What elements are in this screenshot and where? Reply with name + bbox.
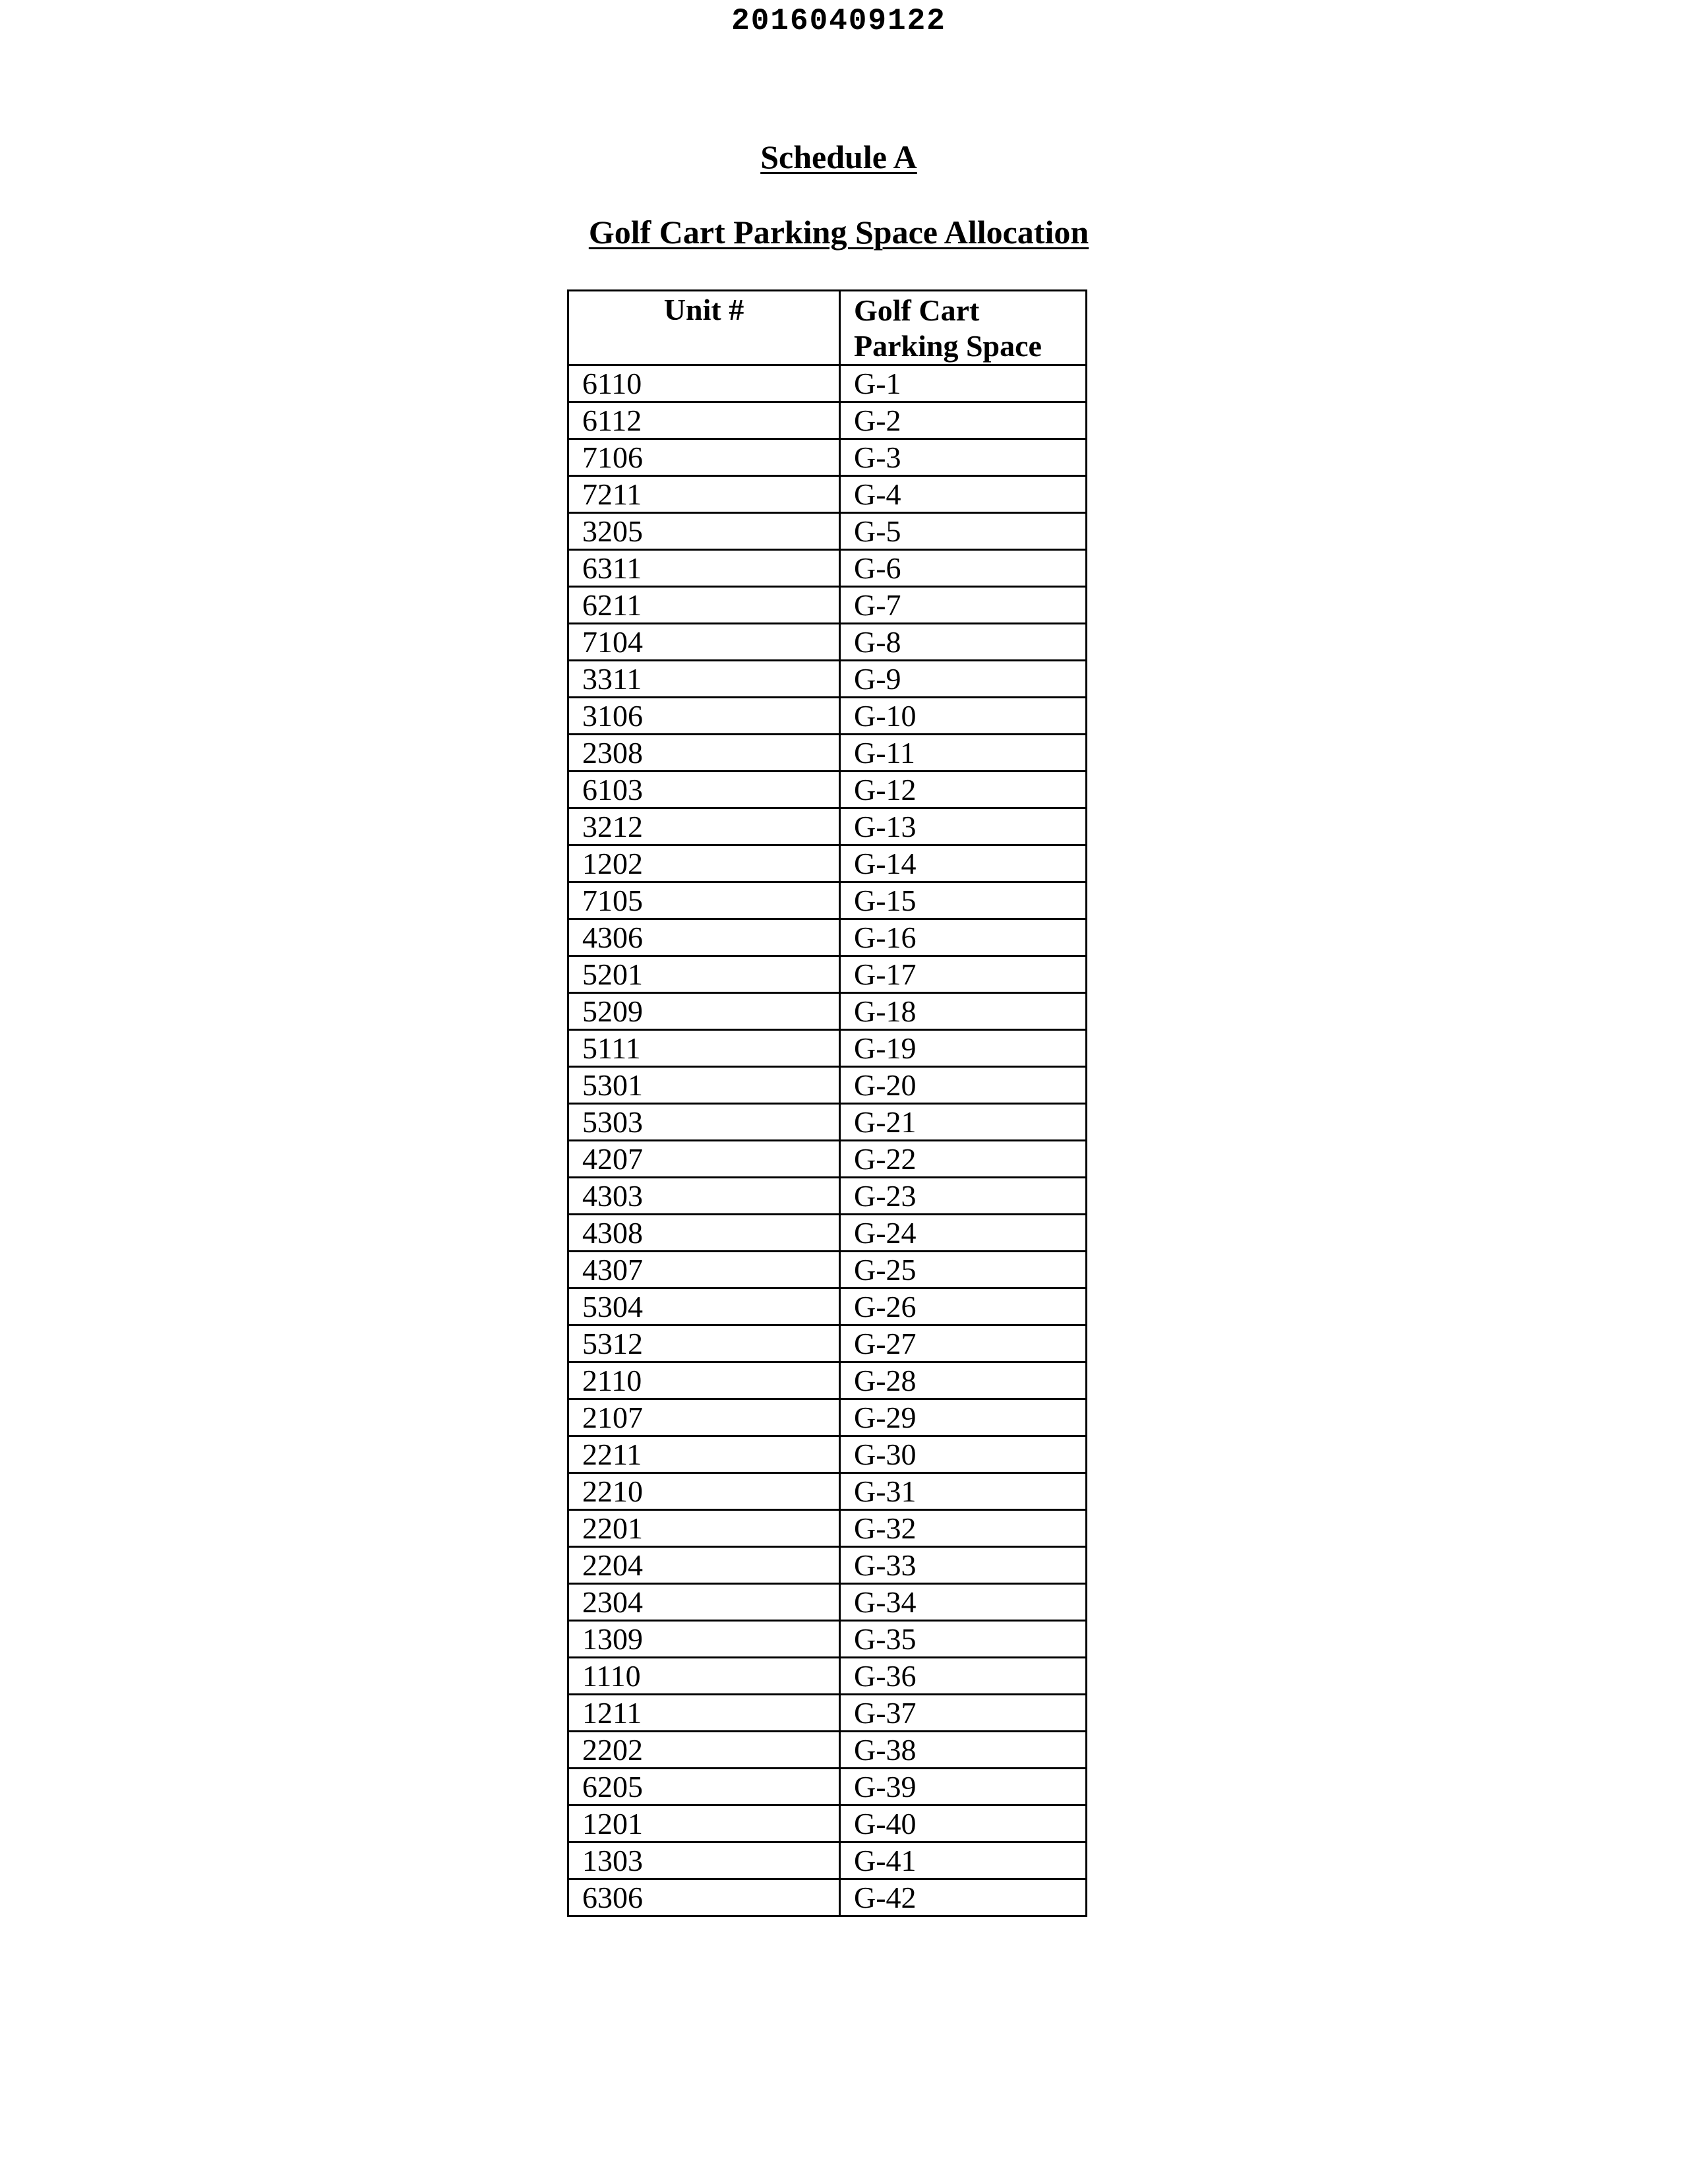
parking-space-column-header	[840, 291, 1087, 365]
table-row	[568, 439, 1087, 476]
unit-number-cell: 3106	[568, 698, 840, 735]
parking-space-cell: G-42	[840, 1879, 1087, 1916]
table-row	[568, 624, 1087, 661]
unit-number-cell: 2210	[568, 1473, 840, 1510]
unit-number-cell: 5301	[568, 1067, 840, 1104]
parking-space-cell: G-30	[840, 1436, 1087, 1473]
unit-number-cell: 1202	[568, 845, 840, 882]
parking-space-cell: G-17	[840, 956, 1087, 993]
parking-space-cell: G-40	[840, 1805, 1087, 1842]
parking-space-header-line1: Golf Cart	[854, 293, 980, 327]
parking-space-cell: G-8	[840, 624, 1087, 661]
table-row	[568, 1805, 1087, 1842]
parking-space-cell: G-15	[840, 882, 1087, 919]
table-row	[568, 845, 1087, 882]
unit-number-cell: 6311	[568, 550, 840, 587]
parking-space-cell: G-34	[840, 1584, 1087, 1621]
parking-space-cell: G-25	[840, 1252, 1087, 1289]
parking-space-cell: G-4	[840, 476, 1087, 513]
parking-space-cell: G-31	[840, 1473, 1087, 1510]
table-row	[568, 808, 1087, 845]
unit-number-cell: 6110	[568, 365, 840, 402]
unit-number-cell: 1211	[568, 1695, 840, 1732]
table-row	[568, 993, 1087, 1030]
parking-space-cell: G-32	[840, 1510, 1087, 1547]
unit-number-cell: 4306	[568, 919, 840, 956]
table-row	[568, 1842, 1087, 1879]
unit-number-cell: 3212	[568, 808, 840, 845]
unit-number-cell: 2308	[568, 735, 840, 772]
parking-space-cell: G-22	[840, 1141, 1087, 1178]
table-row	[568, 698, 1087, 735]
unit-number-cell: 5111	[568, 1030, 840, 1067]
table-row	[568, 1658, 1087, 1695]
unit-number-cell: 7211	[568, 476, 840, 513]
parking-space-cell: G-36	[840, 1658, 1087, 1695]
unit-number-cell: 6211	[568, 587, 840, 624]
unit-number-cell: 2204	[568, 1547, 840, 1584]
unit-number-cell: 2202	[568, 1732, 840, 1769]
parking-space-cell: G-28	[840, 1362, 1087, 1399]
unit-number-cell: 1303	[568, 1842, 840, 1879]
table-row	[568, 882, 1087, 919]
parking-space-cell: G-5	[840, 513, 1087, 550]
table-row	[568, 1030, 1087, 1067]
parking-space-cell: G-9	[840, 661, 1087, 698]
table-row	[568, 1732, 1087, 1769]
table-row	[568, 956, 1087, 993]
parking-space-cell: G-39	[840, 1769, 1087, 1805]
parking-space-cell: G-1	[840, 365, 1087, 402]
unit-number-cell: 7106	[568, 439, 840, 476]
table-row	[568, 1695, 1087, 1732]
table-row	[568, 1399, 1087, 1436]
unit-number-cell: 4207	[568, 1141, 840, 1178]
unit-number-cell: 6112	[568, 402, 840, 439]
unit-number-cell: 2107	[568, 1399, 840, 1436]
unit-number-cell: 5303	[568, 1104, 840, 1141]
parking-space-cell: G-35	[840, 1621, 1087, 1658]
table-row	[568, 402, 1087, 439]
parking-space-cell: G-21	[840, 1104, 1087, 1141]
table-row	[568, 513, 1087, 550]
unit-number-cell: 4307	[568, 1252, 840, 1289]
unit-number-cell: 6306	[568, 1879, 840, 1916]
unit-number-cell: 2110	[568, 1362, 840, 1399]
unit-number-cell: 5201	[568, 956, 840, 993]
table-row	[568, 919, 1087, 956]
parking-space-cell: G-14	[840, 845, 1087, 882]
table-row	[568, 1362, 1087, 1399]
table-row	[568, 1621, 1087, 1658]
parking-space-cell: G-37	[840, 1695, 1087, 1732]
unit-number-cell: 1110	[568, 1658, 840, 1695]
unit-number-cell: 2201	[568, 1510, 840, 1547]
unit-number-cell: 6103	[568, 772, 840, 808]
parking-space-cell: G-29	[840, 1399, 1087, 1436]
table-row	[568, 476, 1087, 513]
parking-space-cell: G-16	[840, 919, 1087, 956]
table-row	[568, 1289, 1087, 1325]
table-row	[568, 1067, 1087, 1104]
table-row	[568, 1141, 1087, 1178]
parking-space-cell: G-27	[840, 1325, 1087, 1362]
unit-number-cell: 2304	[568, 1584, 840, 1621]
table-row	[568, 1436, 1087, 1473]
table-row	[568, 550, 1087, 587]
table-row	[568, 1510, 1087, 1547]
table-row	[568, 735, 1087, 772]
parking-space-cell: G-7	[840, 587, 1087, 624]
table-row	[568, 1104, 1087, 1141]
table-row	[568, 1325, 1087, 1362]
unit-number-cell: 7104	[568, 624, 840, 661]
parking-space-cell: G-12	[840, 772, 1087, 808]
table-row	[568, 661, 1087, 698]
unit-number-cell: 5304	[568, 1289, 840, 1325]
table-row	[568, 1879, 1087, 1916]
allocation-table-body	[568, 365, 1087, 1916]
unit-number-cell: 3205	[568, 513, 840, 550]
unit-number-cell: 5209	[568, 993, 840, 1030]
unit-number-cell: 3311	[568, 661, 840, 698]
table-row	[568, 1473, 1087, 1510]
table-row	[568, 1215, 1087, 1252]
allocation-table	[567, 289, 1087, 1917]
unit-number-cell: 4308	[568, 1215, 840, 1252]
unit-number-cell: 1309	[568, 1621, 840, 1658]
schedule-title: Schedule A	[760, 138, 917, 175]
parking-space-cell: G-3	[840, 439, 1087, 476]
table-row	[568, 1252, 1087, 1289]
table-row	[568, 1547, 1087, 1584]
parking-space-cell: G-23	[840, 1178, 1087, 1215]
table-row	[568, 365, 1087, 402]
parking-space-header-line2: Parking Space	[854, 329, 1042, 363]
unit-number-cell: 6205	[568, 1769, 840, 1805]
document-number: 20160409122	[731, 4, 946, 38]
parking-space-cell: G-26	[840, 1289, 1087, 1325]
unit-number-cell: 2211	[568, 1436, 840, 1473]
unit-column-header: Unit #	[568, 291, 840, 365]
parking-space-cell: G-38	[840, 1732, 1087, 1769]
table-row	[568, 1178, 1087, 1215]
parking-space-cell: G-41	[840, 1842, 1087, 1879]
table-header-row	[568, 291, 1087, 365]
table-row	[568, 1769, 1087, 1805]
table-row	[568, 587, 1087, 624]
unit-number-cell: 5312	[568, 1325, 840, 1362]
unit-number-cell: 1201	[568, 1805, 840, 1842]
parking-space-cell: G-11	[840, 735, 1087, 772]
parking-space-cell: G-20	[840, 1067, 1087, 1104]
allocation-title: Golf Cart Parking Space Allocation	[588, 214, 1089, 251]
unit-number-cell: 7105	[568, 882, 840, 919]
parking-space-cell: G-18	[840, 993, 1087, 1030]
parking-space-cell: G-6	[840, 550, 1087, 587]
table-row	[568, 1584, 1087, 1621]
unit-number-cell: 4303	[568, 1178, 840, 1215]
parking-space-cell: G-33	[840, 1547, 1087, 1584]
parking-space-cell: G-19	[840, 1030, 1087, 1067]
parking-space-cell: G-24	[840, 1215, 1087, 1252]
parking-space-cell: G-13	[840, 808, 1087, 845]
table-row	[568, 772, 1087, 808]
parking-space-cell: G-2	[840, 402, 1087, 439]
parking-space-cell: G-10	[840, 698, 1087, 735]
